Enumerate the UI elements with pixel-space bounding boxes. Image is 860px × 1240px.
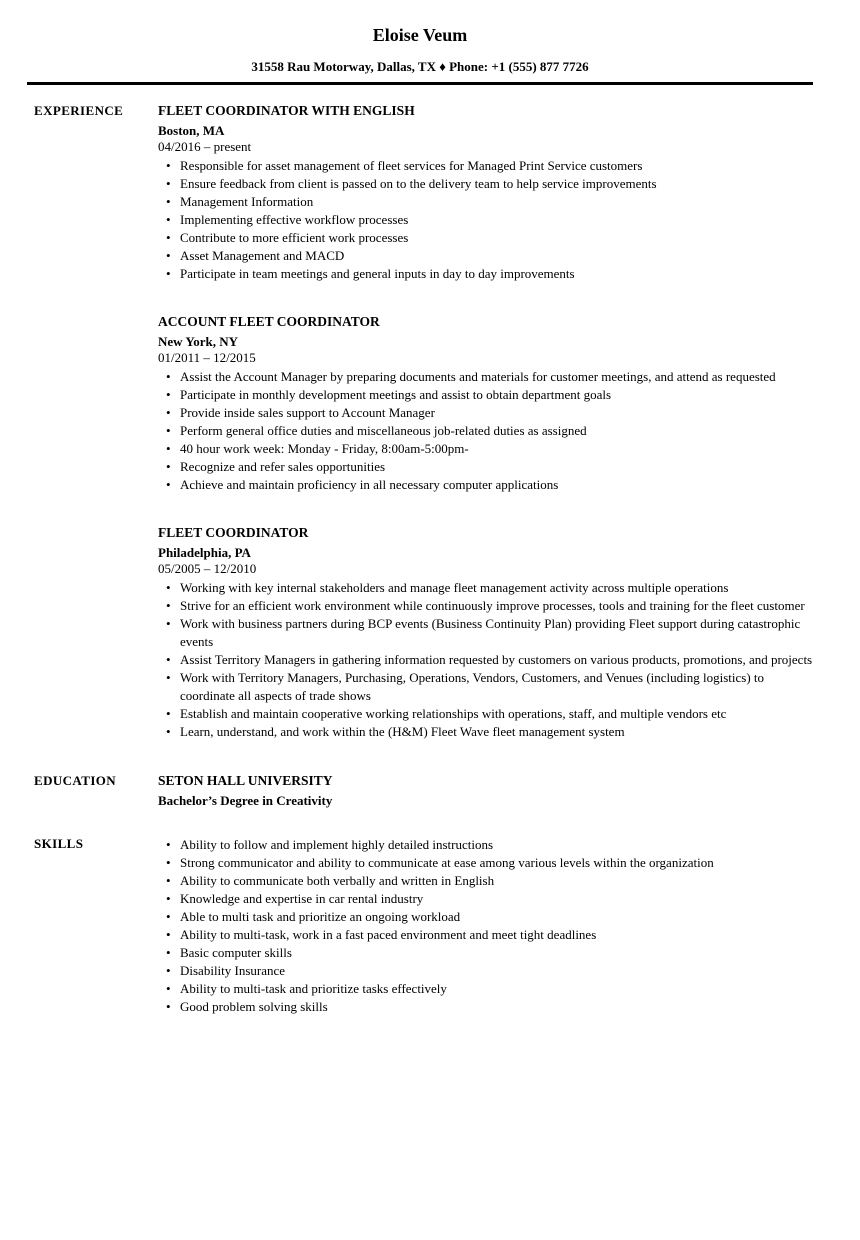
bullet-item: • Able to multi task and prioritize an ongoing workload	[158, 908, 813, 926]
bullet-item: • Basic computer skills	[158, 944, 813, 962]
skills-section-label: SKILLS	[34, 836, 84, 851]
job-entry-2	[158, 312, 813, 494]
job-dates: 01/2011 – 12/2015	[158, 350, 256, 365]
bullet-item: • Achieve and maintain proficiency in all necessary computer applications	[158, 476, 813, 494]
bullet-item: • Work with Territory Managers, Purchasing, Operations, Vendors, Customers, and Venues (including logistics) to coordinate all aspects of trade shows	[158, 669, 813, 705]
skills-bullet-list	[158, 836, 813, 1016]
skills-section-content	[158, 834, 813, 1016]
job-dates: 04/2016 – present	[158, 139, 252, 154]
job-bullet-list	[158, 157, 813, 283]
job-title: ACCOUNT FLEET COORDINATOR	[158, 314, 380, 329]
bullet-item: • Ensure feedback from client is passed on to the delivery team to help service improvements	[158, 175, 813, 193]
job-location: Boston, MA	[158, 123, 225, 138]
bullet-item: • Perform general office duties and miscellaneous job-related duties as assigned	[158, 422, 813, 440]
contact-line: 31558 Rau Motorway, Dallas, TX ♦ Phone: +1 (555) 877 7726	[251, 59, 589, 74]
bullet-item: • Participate in monthly development meetings and assist to obtain department goals	[158, 386, 813, 404]
bullet-item: • Assist Territory Managers in gathering information requested by customers on various products, promotions, and projects	[158, 651, 813, 669]
job-title: FLEET COORDINATOR	[158, 525, 309, 540]
job-entry-3	[158, 523, 813, 741]
job-dates: 05/2005 – 12/2010	[158, 561, 257, 576]
education-section-content	[158, 771, 813, 810]
bullet-item: • Implementing effective workflow processes	[158, 211, 813, 229]
bullet-item: • Asset Management and MACD	[158, 247, 813, 265]
job-bullet-list	[158, 368, 813, 494]
bullet-item: • Participate in team meetings and general inputs in day to day improvements	[158, 265, 813, 283]
school-name: SETON HALL UNIVERSITY	[158, 773, 333, 788]
bullet-item: • Ability to multi-task and prioritize tasks effectively	[158, 980, 813, 998]
bullet-item: • Working with key internal stakeholders and manage fleet management activity across multiple operations	[158, 579, 813, 597]
bullet-item: • 40 hour work week: Monday - Friday, 8:00am-5:00pm-	[158, 440, 813, 458]
experience-section-label: EXPERIENCE	[34, 103, 124, 118]
bullet-item: • Management Information	[158, 193, 813, 211]
header-divider	[27, 82, 813, 85]
bullet-item: • Learn, understand, and work within the (H&M) Fleet Wave fleet management system	[158, 723, 813, 741]
bullet-item: • Disability Insurance	[158, 962, 813, 980]
resume-document	[27, 0, 813, 1016]
bullet-item: • Ability to follow and implement highly detailed instructions	[158, 836, 813, 854]
bullet-item: • Work with business partners during BCP events (Business Continuity Plan) providing Fleet support during catastrophic events	[158, 615, 813, 651]
job-location: Philadelphia, PA	[158, 545, 251, 560]
job-entry-1	[158, 101, 813, 283]
bullet-item: • Good problem solving skills	[158, 998, 813, 1016]
bullet-item: • Contribute to more efficient work processes	[158, 229, 813, 247]
bullet-item: • Strong communicator and ability to communicate at ease among various levels within the organization	[158, 854, 813, 872]
bullet-item: • Assist the Account Manager by preparing documents and materials for customer meetings, and attend as requested	[158, 368, 813, 386]
bullet-item: • Ability to multi-task, work in a fast paced environment and meet tight deadlines	[158, 926, 813, 944]
bullet-item: • Ability to communicate both verbally and written in English	[158, 872, 813, 890]
education-section-label: EDUCATION	[34, 773, 117, 788]
job-location: New York, NY	[158, 334, 239, 349]
person-name: Eloise Veum	[372, 25, 468, 45]
experience-section-content	[158, 101, 813, 741]
bullet-item: • Strive for an efficient work environment while continuously improve processes, tools and training for the fleet customer	[158, 597, 813, 615]
skills-section	[27, 834, 813, 1016]
education-section	[27, 771, 813, 810]
bullet-item: • Establish and maintain cooperative working relationships with operations, staff, and multiple vendors etc	[158, 705, 813, 723]
bullet-item: • Recognize and refer sales opportunities	[158, 458, 813, 476]
bullet-item: • Responsible for asset management of fleet services for Managed Print Service customers	[158, 157, 813, 175]
degree-name: Bachelor’s Degree in Creativity	[158, 793, 333, 808]
bullet-item: • Provide inside sales support to Account Manager	[158, 404, 813, 422]
bullet-item: • Knowledge and expertise in car rental industry	[158, 890, 813, 908]
job-title: FLEET COORDINATOR WITH ENGLISH	[158, 103, 415, 118]
experience-section	[27, 101, 813, 741]
job-bullet-list	[158, 579, 813, 741]
